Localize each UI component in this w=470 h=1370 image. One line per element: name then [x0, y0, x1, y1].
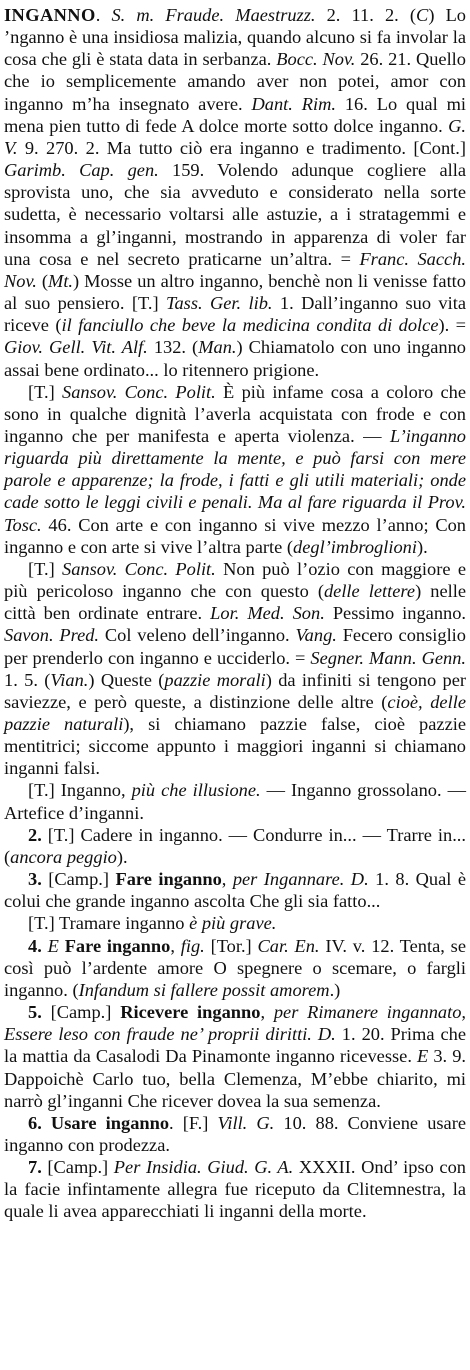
text-run: 1. Dall’inganno suo vita riceve (	[4, 293, 466, 336]
text-run: [T.]	[28, 558, 63, 579]
text-run: ) Queste (	[88, 669, 165, 690]
entry-subsense	[4, 935, 466, 1001]
text-run: 16. Lo qual mi mena pien tutto di fede A dolce morte sotto dolce inganno.	[4, 93, 466, 136]
bold-run: 5.	[28, 1002, 42, 1023]
italic-run: cioè, delle pazzie naturali	[4, 691, 466, 734]
italic-run: pazzie morali	[164, 669, 266, 690]
text-run: [Camp.]	[41, 1157, 114, 1178]
italic-run: Lor. Med. Son.	[210, 603, 325, 624]
text-run: . [F.]	[169, 1112, 218, 1133]
entry-subsense	[4, 1156, 466, 1222]
text-run: 46. Con arte e con inganno si vive mezzo l’anno; Con inganno e con arte si vive l’altra parte (	[4, 514, 466, 557]
text-run: ,	[170, 935, 181, 956]
text-run: [T.] Cadere in inganno. — Condurre in... — Trarre in... (	[4, 824, 466, 867]
text-run: ).	[416, 536, 428, 557]
text-run: Pessimo inganno.	[324, 603, 467, 624]
italic-run: delle lettere	[323, 581, 416, 602]
text-run: [Camp.]	[41, 869, 116, 890]
italic-run: Vill. G.	[217, 1112, 275, 1133]
entry-definition-main	[4, 4, 466, 381]
bold-run: Fare inganno	[115, 869, 222, 890]
italic-run: Vang.	[295, 625, 337, 646]
text-run: Col veleno dell’inganno.	[99, 625, 296, 646]
text-run: [T.]	[28, 381, 63, 402]
italic-run: degl’imbroglioni	[293, 536, 417, 557]
headword: INGANNO	[4, 5, 96, 25]
italic-run: Dant. Rim.	[251, 93, 336, 114]
text-run: ).	[116, 846, 128, 867]
italic-run: S. m. Fraude. Maestruzz.	[111, 5, 316, 25]
text-run: [Camp.]	[41, 1002, 121, 1023]
text-run: [Tor.]	[204, 935, 258, 956]
text-run: ), si chiamano pazzie false, cioè pazzie mentitrici; siccome appunto i maggiori inganni si chiamano inganni falsi.	[4, 714, 467, 779]
text-run: 132. (	[147, 337, 199, 358]
text-run: [T.] Tramare inganno	[28, 913, 190, 934]
italic-run: per Rimanere ingannato, Essere leso con fraude ne’ proprii diritti. D.	[4, 1002, 466, 1045]
entry-subsense	[4, 824, 466, 868]
text-run: 2. 11. 2. (	[315, 5, 417, 25]
dictionary-entry-inganno	[4, 4, 466, 1223]
text-run: ) Lo ’nganno è una insidiosa malizia, quando alcuno si fa involar la cosa che gli è stata data in serbanza.	[4, 5, 466, 70]
italic-run: Tass. Ger. lib.	[165, 293, 273, 314]
bold-run: Ricevere inganno	[120, 1002, 261, 1023]
text-run: ) Chiamatolo con uno inganno assai bene ordinato... lo ritennero prigione.	[4, 337, 466, 380]
italic-run: Sansov. Conc. Polit.	[62, 381, 216, 402]
text-run: ) Mosse un altro inganno, benchè non li venisse fatto al suo pensiero. [T.]	[4, 270, 466, 314]
entry-subsense	[4, 779, 466, 823]
text-run: (	[36, 270, 48, 291]
text-run: — Inganno grossolano. — Artefice d’inganni.	[4, 780, 466, 823]
entry-subsense	[4, 1001, 466, 1112]
bold-run: 2.	[28, 824, 42, 845]
text-run: 9. 270. 2. Ma tutto ciò era inganno e tradimento. [Cont.]	[17, 137, 466, 158]
italic-run: il fanciullo che beve la medicina condita di dolce	[61, 315, 439, 336]
italic-run: Bocc. Nov.	[276, 49, 356, 70]
entry-subsense	[4, 558, 466, 780]
text-run: 1. 8. Qual è colui che grande inganno ascolta Che gli sia fatto...	[4, 869, 466, 912]
italic-run: Sansov. Conc. Polit.	[62, 558, 216, 579]
italic-run: Vian.	[50, 669, 89, 690]
italic-run: L’inganno riguarda più direttamente la mente, e può farsi con mere parole e apparenze; la frode, i fatti e gli utili materiali; onde cade sotto le leggi civili e penali. Ma al fare riguarda il Prov. Tosc.	[4, 425, 466, 535]
italic-run: E	[417, 1046, 429, 1067]
italic-run: ancora peggio	[10, 846, 117, 867]
italic-run: E	[47, 935, 59, 956]
text-run: IV. v. 12. Tenta, se così può l’ardente amore O spegnere o scemare, o fargli inganno. (	[4, 935, 467, 1000]
text-run: .)	[329, 979, 341, 1000]
text-run: 159. Volendo adunque cogliere alla sprovista uno, che sia avveduto e considerato nella sorte sudetta, è necessario voltarsi alle astuzie, a i stratagemmi e insomma a gl’inganni, mostrando in apparenza di voler far una cosa e nel secreto praticarne un’altra. =	[4, 160, 466, 269]
text-run: 1. 20. Prima che la mattia da Casalodi Da Pinamonte inganno ricevesse.	[4, 1024, 466, 1067]
italic-run: Garimb. Cap. gen.	[4, 160, 159, 181]
bold-run: Fare inganno	[64, 935, 171, 956]
italic-run: Franc. Sacch. Nov.	[4, 248, 466, 291]
entry-subsense	[4, 912, 466, 934]
bold-run: 6.	[28, 1112, 42, 1133]
text-run: ) nelle città ben ordinate entrare.	[4, 581, 467, 624]
text-run: Non può l’ozio con maggiore e più pericoloso inganno che con questo (	[4, 558, 466, 602]
text-run: ). =	[438, 315, 466, 336]
italic-run: più che illusione.	[131, 780, 261, 801]
italic-run: è più grave.	[189, 913, 277, 934]
italic-run: fig.	[180, 935, 205, 956]
text-run: ,	[260, 1002, 274, 1023]
text-run: 1. 5. (	[4, 669, 51, 690]
bold-run: 3.	[28, 869, 42, 890]
italic-run: Mt.	[48, 270, 74, 291]
italic-run: Infandum si fallere possit amorem	[78, 979, 330, 1000]
italic-run: Per Insidia. Giud. G. A.	[113, 1157, 294, 1178]
italic-run: per Ingannare. D.	[232, 869, 369, 890]
text-run: 3. 9. Dappoichè Carlo tuo, bella Clemenza, M’ebbe chiarito, mi narrò gl’inganni Che ricever dovea la sua semenza.	[4, 1046, 466, 1111]
text-run: ) da infiniti si tengono per saviezze, e però queste, a distinzione delle altre (	[4, 669, 467, 712]
entry-subsense	[4, 381, 466, 558]
italic-run: C	[416, 5, 429, 25]
italic-run: Car. En.	[257, 935, 320, 956]
text-run: 26. 21. Quello che io semplicemente amando aver non potei, amor con inganno m’ha insegnato avere.	[4, 49, 466, 114]
text-run: Fecero consiglio per prenderlo con inganno e ucciderlo. =	[4, 625, 466, 668]
text-run: .	[95, 5, 112, 25]
text-run: È più infame cosa a coloro che sono in qualche dignità l’averla acquistata con frode e con inganno che per manifesta e aperta violenza. —	[4, 381, 467, 446]
text-run: ,	[221, 869, 233, 890]
text-run: XXXII. Ond’ ipso con la facie infintamente allegra fue riceputo da Clitemnestra, la quale li avea apparecchiati li inganni della morte.	[4, 1157, 466, 1222]
bold-run: Usare inganno	[50, 1112, 170, 1133]
text-run	[42, 1113, 51, 1133]
entry-subsense	[4, 868, 466, 912]
bold-run: 4.	[28, 935, 42, 956]
text-run: [T.] Inganno,	[28, 780, 132, 801]
italic-run: Savon. Pred.	[4, 625, 100, 646]
italic-run: Man.	[198, 337, 237, 358]
italic-run: Segner. Mann. Genn.	[310, 647, 466, 668]
italic-run: G. V.	[4, 115, 466, 158]
italic-run: Giov. Gell. Vit. Alf.	[4, 337, 148, 358]
bold-run: 7.	[28, 1157, 42, 1178]
text-run: 10. 88. Conviene usare inganno con prodezza.	[4, 1112, 466, 1155]
entry-subsense	[4, 1112, 466, 1156]
